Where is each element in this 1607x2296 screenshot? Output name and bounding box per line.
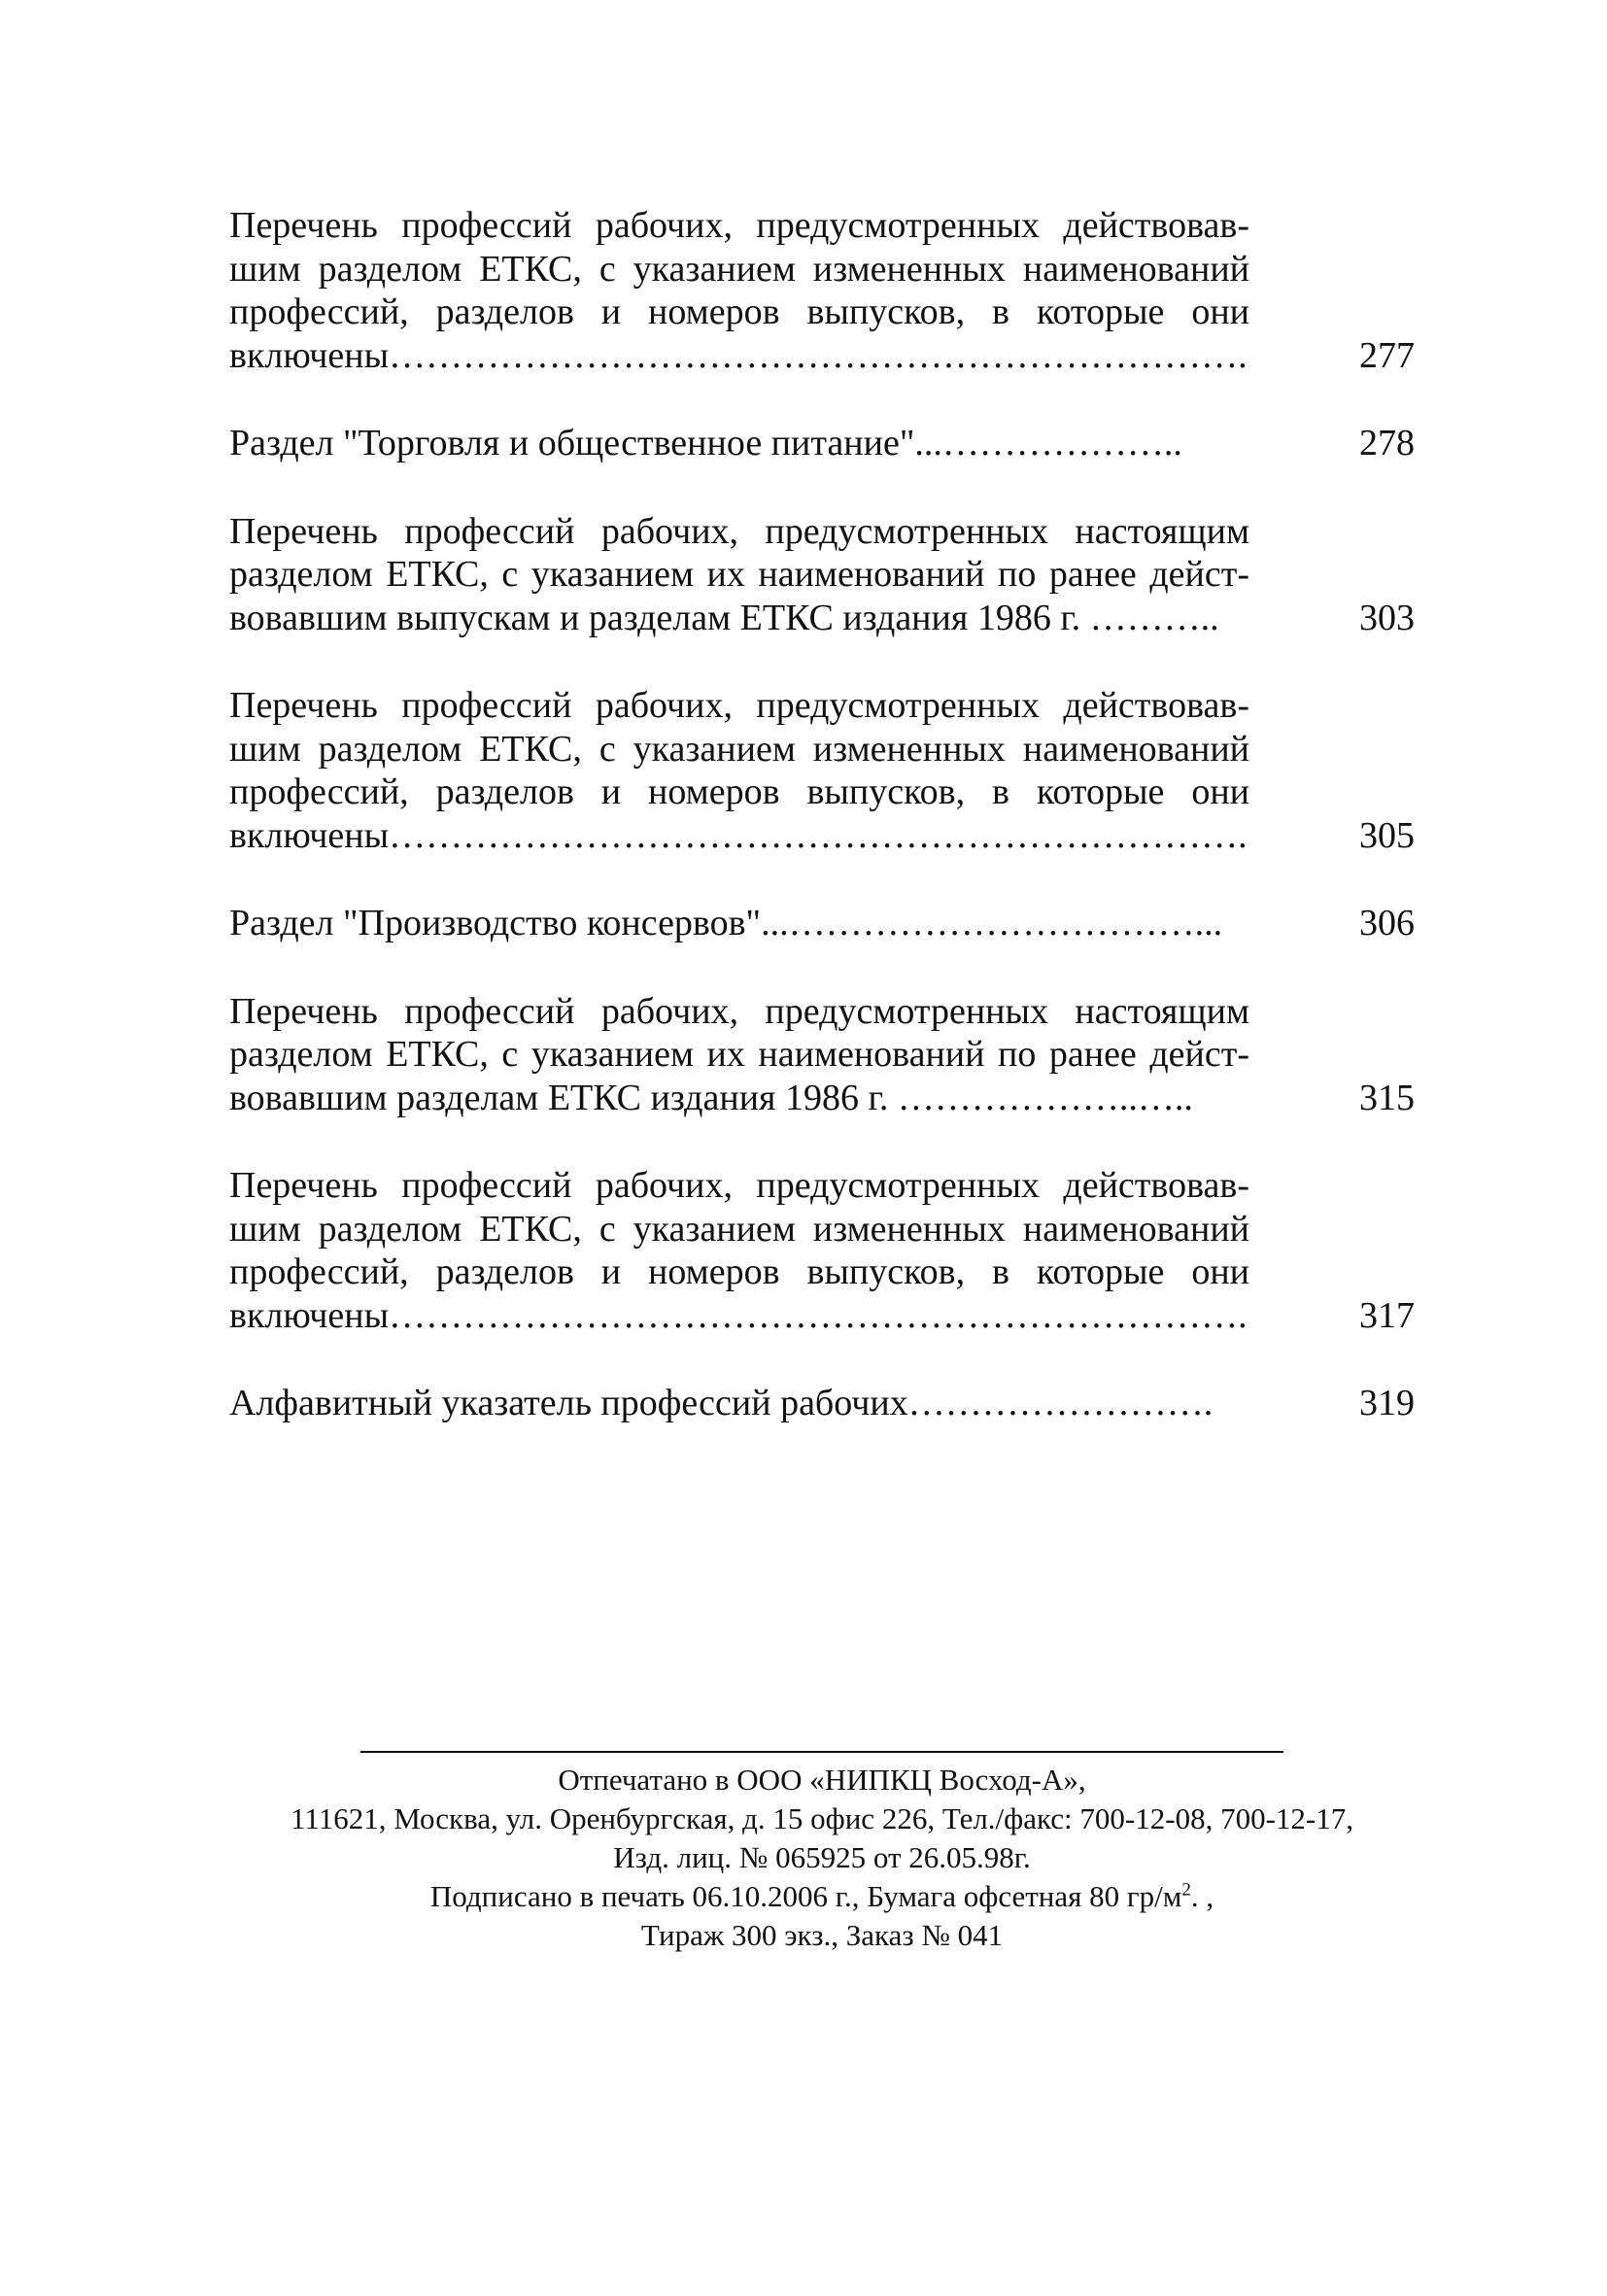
imprint-print-details-end: . , bbox=[1190, 1879, 1214, 1913]
toc-page-number: 319 bbox=[1359, 1383, 1415, 1423]
toc-entry bbox=[229, 684, 1415, 857]
imprint-superscript: 2 bbox=[1181, 1879, 1191, 1901]
imprint-address: 111621, Москва, ул. Оренбургская, д. 15 офис 226, Тел./факс: 700-12-08, 700-12-17, bbox=[291, 1801, 1353, 1835]
toc-page-number: 317 bbox=[1359, 1294, 1415, 1336]
toc-entry bbox=[229, 1382, 1415, 1425]
toc-page-number: 305 bbox=[1359, 814, 1415, 856]
imprint-printer: Отпечатано в ООО «НИПКЦ Восход-А», bbox=[558, 1763, 1086, 1797]
toc-entry-text: Перечень профессий рабочих, предусмотренных настоящим разделом ЕТКС, с указанием их наименований по ранее действовавшим разделам ЕТКС издания 1986 г. ………………..….. bbox=[229, 990, 1249, 1118]
toc-page-number: 277 bbox=[1359, 334, 1415, 376]
toc-entry bbox=[229, 1164, 1415, 1337]
toc-page-number: 306 bbox=[1359, 903, 1415, 943]
toc-entry-text: Алфавитный указатель профессий рабочих……………………. bbox=[229, 1383, 1214, 1423]
imprint-block bbox=[229, 1751, 1415, 1955]
toc-page-number: 278 bbox=[1359, 423, 1415, 463]
toc-entry bbox=[229, 990, 1415, 1120]
toc-page-number: 303 bbox=[1359, 597, 1415, 638]
toc-entry bbox=[229, 422, 1415, 465]
toc-page-number: 315 bbox=[1359, 1077, 1415, 1118]
imprint-divider bbox=[360, 1751, 1283, 1753]
imprint-print-details-text: Подписано в печать 06.10.2006 г., Бумага офсетная 80 гр/м bbox=[429, 1879, 1182, 1913]
imprint-run: Тираж 300 экз., Заказ № 041 bbox=[640, 1918, 1004, 1952]
toc-entry-text: Раздел "Торговля и общественное питание"...……………….. bbox=[229, 423, 1182, 463]
toc-entry-text: Перечень профессий рабочих, предусмотренных действовавшим разделом ЕТКС, с указанием измененных наименований профессий, разделов и номеров выпусков, в которые они включены……………………………………………………………. bbox=[229, 1165, 1249, 1336]
imprint-print-details bbox=[229, 1877, 1415, 1916]
imprint-license: Изд. лиц. № 065925 от 26.05.98г. bbox=[613, 1840, 1031, 1874]
toc-entry bbox=[229, 204, 1415, 377]
table-of-contents bbox=[229, 204, 1415, 1470]
toc-entry-text: Перечень профессий рабочих, предусмотренных действовавшим разделом ЕТКС, с указанием измененных наименований профессий, разделов и номеров выпусков, в которые они включены……………………………………………………………. bbox=[229, 205, 1249, 376]
toc-entry-text: Перечень профессий рабочих, предусмотренных действовавшим разделом ЕТКС, с указанием измененных наименований профессий, разделов и номеров выпусков, в которые они включены……………………………………………………………. bbox=[229, 685, 1249, 856]
toc-entry-text: Перечень профессий рабочих, предусмотренных настоящим разделом ЕТКС, с указанием их наименований по ранее действовавшим выпускам и разделам ЕТКС издания 1986 г. ……….. bbox=[229, 510, 1249, 638]
toc-entry bbox=[229, 902, 1415, 945]
toc-entry-text: Раздел "Производство консервов"...……………………………... bbox=[229, 903, 1223, 943]
toc-entry bbox=[229, 510, 1415, 640]
